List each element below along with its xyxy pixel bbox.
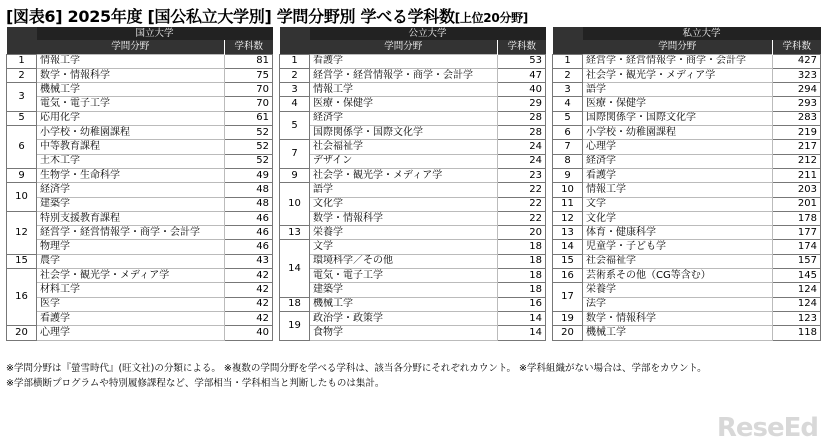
table-row — [7, 140, 273, 154]
count-cell: 43 — [225, 254, 273, 268]
rank-cell: 10 — [553, 183, 583, 197]
rank-cell: 5 — [553, 111, 583, 125]
table-row — [553, 168, 821, 182]
field-header: 学問分野 — [583, 40, 773, 54]
rank-cell: 20 — [553, 326, 583, 340]
field-cell: 社会福祉学 — [310, 140, 498, 154]
field-cell: 情報工学 — [310, 83, 498, 97]
field-cell: 小学校・幼稚園課程 — [583, 126, 773, 140]
rank-cell: 1 — [553, 54, 583, 68]
field-cell: 農学 — [37, 254, 225, 268]
title-sub: [上位20分野] — [454, 11, 528, 25]
field-cell: 小学校・幼稚園課程 — [37, 126, 225, 140]
count-cell: 46 — [225, 240, 273, 254]
table-row — [280, 254, 546, 268]
rank-cell: 3 — [280, 83, 310, 97]
count-cell: 40 — [225, 326, 273, 340]
table-row — [553, 326, 821, 340]
rank-cell: 16 — [7, 269, 37, 326]
field-cell: 中等教育課程 — [37, 140, 225, 154]
field-cell: 生物学・生命科学 — [37, 168, 225, 182]
count-cell: 293 — [773, 97, 821, 111]
table-row — [7, 54, 273, 68]
table-row — [553, 240, 821, 254]
table-row — [280, 226, 546, 240]
table-row — [280, 183, 546, 197]
field-cell: 文学 — [310, 240, 498, 254]
count-cell: 42 — [225, 269, 273, 283]
count-cell: 178 — [773, 211, 821, 225]
footnotes — [6, 361, 707, 391]
count-cell: 427 — [773, 54, 821, 68]
field-cell: 栄養学 — [583, 283, 773, 297]
page-title — [6, 4, 528, 27]
table-public — [279, 27, 546, 341]
field-cell: 法学 — [583, 297, 773, 311]
table-row — [553, 111, 821, 125]
table-row — [7, 311, 273, 325]
count-cell: 145 — [773, 269, 821, 283]
field-cell: 土木工学 — [37, 154, 225, 168]
table-row — [553, 269, 821, 283]
field-cell: 経営学・経営情報学・商学・会計学 — [310, 68, 498, 82]
rank-cell: 9 — [7, 168, 37, 182]
table-row — [7, 254, 273, 268]
rank-cell: 1 — [7, 54, 37, 68]
field-cell: 医療・保健学 — [310, 97, 498, 111]
table-row — [553, 311, 821, 325]
field-cell: 応用化学 — [37, 111, 225, 125]
table-row — [553, 197, 821, 211]
count-cell: 53 — [498, 54, 546, 68]
table-row — [280, 211, 546, 225]
field-cell: 政治学・政策学 — [310, 311, 498, 325]
count-cell: 157 — [773, 254, 821, 268]
count-cell: 75 — [225, 68, 273, 82]
table-row — [553, 183, 821, 197]
field-cell: 社会福祉学 — [583, 254, 773, 268]
table-row — [280, 197, 546, 211]
table-row — [553, 226, 821, 240]
table-row — [7, 326, 273, 340]
table-row — [7, 83, 273, 97]
table-row — [7, 197, 273, 211]
table-row — [7, 211, 273, 225]
count-cell: 14 — [498, 326, 546, 340]
field-cell: 環境科学／その他 — [310, 254, 498, 268]
count-cell: 40 — [498, 83, 546, 97]
count-cell: 124 — [773, 283, 821, 297]
table-row — [280, 68, 546, 82]
field-cell: デザイン — [310, 154, 498, 168]
count-cell: 22 — [498, 197, 546, 211]
rank-cell: 9 — [280, 168, 310, 182]
table-row — [553, 126, 821, 140]
field-cell: 数学・情報科学 — [583, 311, 773, 325]
table-row — [280, 269, 546, 283]
footnote-line: ※学問分野は『螢雪時代』(旺文社)の分類による。 ※複数の学問分野を学べる学科は、該当各分野にそれぞれカウント。 ※学科組織がない場合は、学部をカウント。 — [6, 363, 707, 374]
count-cell: 20 — [498, 226, 546, 240]
field-cell: 社会学・観光学・メディア学 — [310, 168, 498, 182]
field-cell: 電気・電子工学 — [37, 97, 225, 111]
table-row — [7, 68, 273, 82]
rank-cell: 7 — [280, 140, 310, 169]
rank-cell: 15 — [7, 254, 37, 268]
count-cell: 212 — [773, 154, 821, 168]
count-cell: 49 — [225, 168, 273, 182]
count-header: 学科数 — [773, 40, 821, 54]
field-cell: 経営学・経営情報学・商学・会計学 — [37, 226, 225, 240]
title-main: [図表6] 2025年度 [国公私立大学別] 学問分野別 学べる学科数 — [6, 7, 455, 26]
rank-cell: 2 — [7, 68, 37, 82]
rank-cell: 8 — [553, 154, 583, 168]
rank-cell: 13 — [280, 226, 310, 240]
rank-cell: 15 — [553, 254, 583, 268]
field-cell: 材料工学 — [37, 283, 225, 297]
field-cell: 児童学・子ども学 — [583, 240, 773, 254]
table-row — [280, 111, 546, 125]
table-row — [553, 83, 821, 97]
count-cell: 18 — [498, 240, 546, 254]
count-cell: 177 — [773, 226, 821, 240]
table-row — [280, 140, 546, 154]
rank-cell: 10 — [280, 183, 310, 226]
count-cell: 23 — [498, 168, 546, 182]
count-cell: 18 — [498, 254, 546, 268]
field-cell: 心理学 — [583, 140, 773, 154]
count-cell: 28 — [498, 126, 546, 140]
field-header: 学問分野 — [310, 40, 498, 54]
field-cell: 経済学 — [37, 183, 225, 197]
count-cell: 283 — [773, 111, 821, 125]
rank-cell: 4 — [280, 97, 310, 111]
count-cell: 47 — [498, 68, 546, 82]
rank-cell: 6 — [553, 126, 583, 140]
rank-cell: 20 — [7, 326, 37, 340]
group-header: 私立大学 — [583, 27, 821, 40]
field-cell: 建築学 — [37, 197, 225, 211]
table-row — [280, 297, 546, 311]
count-cell: 46 — [225, 211, 273, 225]
rank-cell: 10 — [7, 183, 37, 212]
count-cell: 203 — [773, 183, 821, 197]
field-cell: 数学・情報科学 — [37, 68, 225, 82]
field-cell: 経営学・経営情報学・商学・会計学 — [583, 54, 773, 68]
table-row — [280, 83, 546, 97]
field-cell: 文学 — [583, 197, 773, 211]
table-row — [7, 168, 273, 182]
field-cell: 建築学 — [310, 283, 498, 297]
field-cell: 経済学 — [583, 154, 773, 168]
field-cell: 電気・電子工学 — [310, 269, 498, 283]
field-cell: 物理学 — [37, 240, 225, 254]
table-row — [7, 97, 273, 111]
field-cell: 看護学 — [37, 311, 225, 325]
count-cell: 174 — [773, 240, 821, 254]
count-cell: 14 — [498, 311, 546, 325]
table-row — [280, 283, 546, 297]
count-cell: 29 — [498, 97, 546, 111]
field-cell: 栄養学 — [310, 226, 498, 240]
rank-cell: 1 — [280, 54, 310, 68]
count-cell: 18 — [498, 269, 546, 283]
count-cell: 219 — [773, 126, 821, 140]
field-cell: 社会学・観光学・メディア学 — [583, 68, 773, 82]
count-header: 学科数 — [498, 40, 546, 54]
table-row — [553, 68, 821, 82]
table-row — [7, 226, 273, 240]
count-cell: 24 — [498, 140, 546, 154]
field-cell: 経済学 — [310, 111, 498, 125]
rank-cell: 7 — [553, 140, 583, 154]
table-row — [280, 168, 546, 182]
rank-cell: 4 — [553, 97, 583, 111]
count-cell: 123 — [773, 311, 821, 325]
table-row — [280, 240, 546, 254]
table-row — [280, 126, 546, 140]
table-row — [280, 311, 546, 325]
field-cell: 数学・情報科学 — [310, 211, 498, 225]
count-cell: 201 — [773, 197, 821, 211]
group-header: 公立大学 — [310, 27, 546, 40]
count-cell: 22 — [498, 183, 546, 197]
table-row — [553, 54, 821, 68]
rank-cell: 18 — [280, 297, 310, 311]
table-row — [7, 111, 273, 125]
rank-cell: 17 — [553, 283, 583, 312]
rank-cell: 16 — [553, 269, 583, 283]
table-row — [553, 154, 821, 168]
count-cell: 294 — [773, 83, 821, 97]
rank-cell: 6 — [7, 126, 37, 169]
rank-cell: 19 — [280, 311, 310, 340]
field-cell: 情報工学 — [583, 183, 773, 197]
rank-cell: 12 — [7, 211, 37, 254]
rank-cell: 11 — [553, 197, 583, 211]
field-cell: 語学 — [310, 183, 498, 197]
footnote-line: ※学部横断プログラムや特別履修課程など、学部相当・学科相当と判断したものは集計。 — [6, 378, 385, 389]
field-cell: 国際関係学・国際文化学 — [310, 126, 498, 140]
count-cell: 42 — [225, 283, 273, 297]
table-row — [553, 297, 821, 311]
rank-cell: 14 — [553, 240, 583, 254]
field-cell: 文化学 — [310, 197, 498, 211]
count-cell: 118 — [773, 326, 821, 340]
table-row — [7, 297, 273, 311]
count-cell: 61 — [225, 111, 273, 125]
rank-cell: 3 — [553, 83, 583, 97]
rank-cell: 3 — [7, 83, 37, 112]
table-row — [553, 211, 821, 225]
count-header: 学科数 — [225, 40, 273, 54]
count-cell: 52 — [225, 140, 273, 154]
resemom-logo: ReseEd — [716, 413, 818, 443]
field-cell: 医療・保健学 — [583, 97, 773, 111]
table-row — [553, 140, 821, 154]
count-cell: 22 — [498, 211, 546, 225]
rank-cell: 5 — [7, 111, 37, 125]
field-cell: 機械工学 — [310, 297, 498, 311]
field-cell: 体育・健康科学 — [583, 226, 773, 240]
table-row — [7, 154, 273, 168]
field-cell: 看護学 — [583, 168, 773, 182]
table-row — [280, 54, 546, 68]
rank-cell: 12 — [553, 211, 583, 225]
table-row — [7, 269, 273, 283]
rank-cell: 13 — [553, 226, 583, 240]
table-row — [7, 183, 273, 197]
field-cell: 社会学・観光学・メディア学 — [37, 269, 225, 283]
rank-cell: 2 — [553, 68, 583, 82]
count-cell: 48 — [225, 183, 273, 197]
count-cell: 42 — [225, 297, 273, 311]
count-cell: 70 — [225, 97, 273, 111]
field-cell: 情報工学 — [37, 54, 225, 68]
table-row — [553, 254, 821, 268]
count-cell: 217 — [773, 140, 821, 154]
table-row — [7, 283, 273, 297]
table-national — [6, 27, 273, 341]
count-cell: 16 — [498, 297, 546, 311]
field-cell: 語学 — [583, 83, 773, 97]
count-cell: 124 — [773, 297, 821, 311]
count-cell: 46 — [225, 226, 273, 240]
count-cell: 81 — [225, 54, 273, 68]
table-row — [280, 326, 546, 340]
field-cell: 文化学 — [583, 211, 773, 225]
field-cell: 機械工学 — [37, 83, 225, 97]
field-header: 学問分野 — [37, 40, 225, 54]
count-cell: 42 — [225, 311, 273, 325]
count-cell: 48 — [225, 197, 273, 211]
count-cell: 24 — [498, 154, 546, 168]
field-cell: 芸術系その他（CG等含む） — [583, 269, 773, 283]
rank-cell: 14 — [280, 240, 310, 297]
table-row — [553, 283, 821, 297]
field-cell: 特別支援教育課程 — [37, 211, 225, 225]
table-row — [280, 154, 546, 168]
count-cell: 211 — [773, 168, 821, 182]
rank-cell: 5 — [280, 111, 310, 140]
table-row — [280, 97, 546, 111]
field-cell: 機械工学 — [583, 326, 773, 340]
count-cell: 323 — [773, 68, 821, 82]
field-cell: 心理学 — [37, 326, 225, 340]
table-row — [7, 126, 273, 140]
rank-cell: 9 — [553, 168, 583, 182]
group-header: 国立大学 — [37, 27, 273, 40]
field-cell: 国際関係学・国際文化学 — [583, 111, 773, 125]
table-private — [552, 27, 821, 341]
field-cell: 医学 — [37, 297, 225, 311]
count-cell: 70 — [225, 83, 273, 97]
field-cell: 看護学 — [310, 54, 498, 68]
rank-cell: 19 — [553, 311, 583, 325]
count-cell: 52 — [225, 154, 273, 168]
count-cell: 52 — [225, 126, 273, 140]
count-cell: 18 — [498, 283, 546, 297]
field-cell: 食物学 — [310, 326, 498, 340]
rank-cell: 2 — [280, 68, 310, 82]
table-row — [7, 240, 273, 254]
count-cell: 28 — [498, 111, 546, 125]
table-row — [553, 97, 821, 111]
